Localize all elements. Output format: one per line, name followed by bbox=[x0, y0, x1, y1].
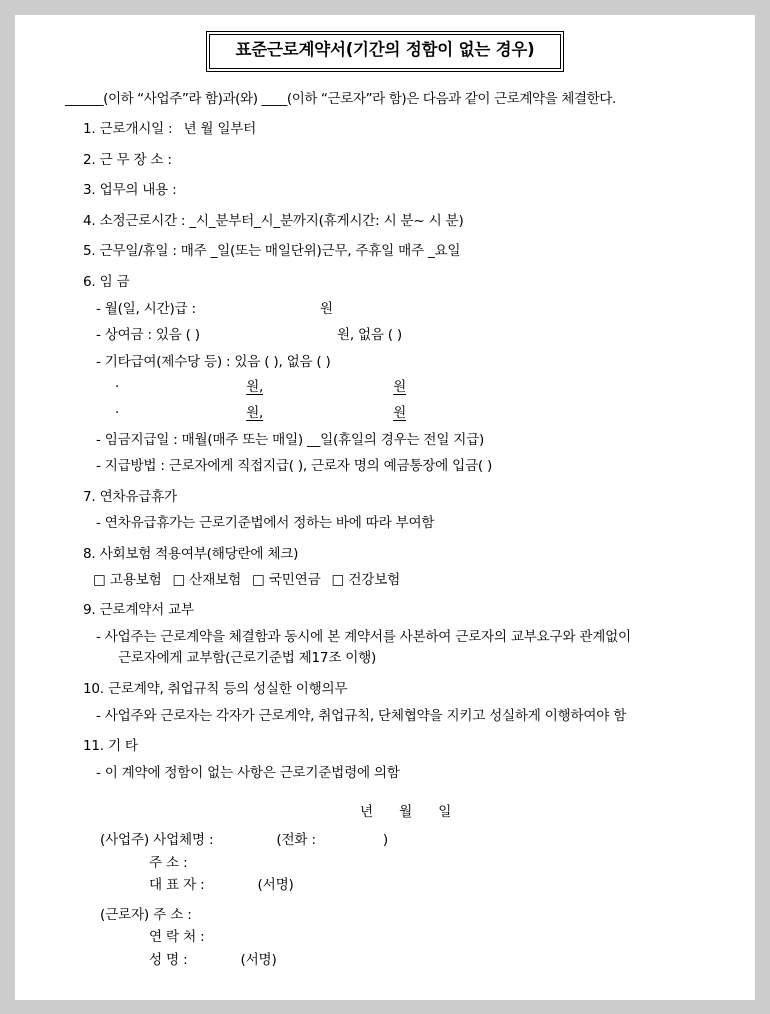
worker-name-label: 성 명 : bbox=[149, 951, 188, 968]
intro-employer-clause: (이하 “사업주”라 함)과(와) bbox=[103, 90, 258, 107]
employer-business-name-row bbox=[15, 831, 755, 848]
title-container bbox=[15, 15, 755, 72]
employer-signature-block bbox=[15, 831, 755, 894]
wage-bonus-unit: 원, 없음 ( ) bbox=[336, 327, 402, 344]
clause-10 bbox=[15, 680, 755, 697]
clause-6-label: 임 금 bbox=[99, 274, 130, 291]
worker-address-row bbox=[15, 906, 755, 923]
clause-1-number: 1. bbox=[83, 121, 96, 138]
wage-monthly-label: - 월(일, 시간)급 : bbox=[96, 300, 196, 317]
page-title: 표준근로계약서(기간의 정함이 없는 경우) bbox=[209, 34, 562, 69]
worker-signature-block bbox=[15, 906, 755, 968]
clause-5-value: 매주 _일(또는 매일단위)근무, 주휴일 매주 _요일 bbox=[180, 243, 461, 260]
other-detail: - 이 계약에 정함이 없는 사항은 근로기준법령에 의함 bbox=[96, 764, 400, 781]
clause-11 bbox=[15, 740, 755, 754]
worker-contact-label: 연 락 처 : bbox=[149, 929, 205, 946]
clause-1-label: 근로개시일 : bbox=[99, 121, 173, 138]
clause-7-number: 7. bbox=[83, 488, 96, 505]
wage-bonus-row bbox=[15, 329, 755, 343]
checkbox-health-insurance[interactable]: □ bbox=[331, 571, 345, 588]
employer-address-label: 주 소 : bbox=[149, 854, 188, 871]
clause-8-label: 사회보험 적용여부(해당란에 체크) bbox=[99, 546, 299, 562]
wage-monthly-unit: 원 bbox=[319, 300, 333, 317]
clause-8-number: 8. bbox=[83, 546, 96, 562]
clause-10-number: 10. bbox=[83, 680, 104, 697]
clause-11-number: 11. bbox=[83, 738, 104, 755]
insurance-option-0: 고용보험 bbox=[109, 571, 162, 588]
insurance-option-3: 건강보험 bbox=[348, 571, 401, 588]
insurance-checkbox-group bbox=[15, 571, 755, 588]
clause-3-label: 업무의 내용 : bbox=[99, 182, 177, 199]
employer-signature-hint: (서명) bbox=[257, 877, 294, 894]
clause-9-label: 근로계약서 교부 bbox=[99, 602, 194, 619]
employer-representative-row bbox=[15, 879, 755, 893]
wage-method-row: - 지급방법 : 근로자에게 직접지급( ), 근로자 명의 예금통장에 입금( ) bbox=[96, 458, 493, 475]
clause-7 bbox=[15, 488, 755, 505]
wage-bonus-label: - 상여금 : 있음 ( ) bbox=[96, 327, 200, 344]
wage-dot-unit-1a: 원, bbox=[246, 379, 264, 396]
clause-6-number: 6. bbox=[83, 274, 96, 291]
clause-3-number: 3. bbox=[83, 182, 96, 199]
wage-dot-unit-2b: 원 bbox=[393, 405, 406, 422]
clause-6 bbox=[15, 276, 755, 290]
clause-2-label: 근 무 장 소 : bbox=[99, 151, 172, 168]
clause-1-value: 년 월 일부터 bbox=[183, 121, 257, 138]
clause-2-number: 2. bbox=[83, 151, 96, 168]
annual-leave-detail: - 연차유급휴가는 근로기준법에서 정하는 바에 따라 부여함 bbox=[96, 515, 435, 532]
clause-5 bbox=[15, 245, 755, 259]
checkbox-industrial-accident[interactable]: □ bbox=[172, 571, 186, 588]
employer-address-row bbox=[15, 854, 755, 871]
wage-monthly-row bbox=[15, 300, 755, 317]
intro-blank-worker: ____ bbox=[261, 90, 287, 107]
contract-document bbox=[15, 15, 755, 1000]
clause-4-label: 소정근로시간 : bbox=[99, 212, 186, 229]
document-page bbox=[15, 15, 755, 1000]
worker-party-label: (근로자) bbox=[100, 906, 150, 923]
worker-signature-hint: (서명) bbox=[240, 951, 277, 968]
clause-7-label: 연차유급휴가 bbox=[99, 488, 177, 505]
clause-10-label: 근로계약, 취업규칙 등의 성실한 이행의무 bbox=[107, 680, 348, 697]
insurance-option-2: 국민연금 bbox=[268, 571, 321, 588]
employer-representative-label: 대 표 자 : bbox=[149, 877, 205, 894]
date-year-label: 년 bbox=[360, 804, 374, 821]
clause-9-number: 9. bbox=[83, 602, 96, 619]
intro-blank-employer: ______ bbox=[65, 90, 104, 107]
delivery-line-2: 근로자에게 교부함(근로기준법 제17조 이행) bbox=[118, 650, 377, 667]
worker-name-row bbox=[15, 951, 755, 968]
wage-dot-unit-1b: 원 bbox=[393, 379, 406, 396]
clause-5-number: 5. bbox=[83, 243, 96, 260]
clause-2 bbox=[15, 151, 755, 168]
wage-dot-row-2 bbox=[15, 407, 755, 421]
title-outer-border bbox=[206, 31, 565, 72]
wage-payday-row: - 임금지급일 : 매월(매주 또는 매일) __일(휴일의 경우는 전일 지급) bbox=[96, 431, 485, 448]
wage-dot-bullet-1: · bbox=[115, 379, 120, 396]
clause-8 bbox=[15, 548, 755, 562]
intro-worker-clause: (이하 “근로자”라 함)은 다음과 같이 근로계약을 체결한다. bbox=[286, 90, 616, 107]
insurance-option-1: 산재보험 bbox=[189, 571, 242, 588]
clause-4 bbox=[15, 212, 755, 229]
clause-11-label: 기 타 bbox=[107, 738, 138, 755]
clause-4-number: 4. bbox=[83, 212, 96, 229]
clause-9 bbox=[15, 604, 755, 618]
employer-business-name-label: 사업체명 : bbox=[153, 831, 214, 848]
worker-address-label: 주 소 : bbox=[153, 906, 192, 923]
employer-phone-label: (전화 : bbox=[276, 831, 316, 848]
clause-4-value: _시_분부터_시_분까지(휴게시간: 시 분~ 시 분) bbox=[189, 212, 464, 229]
wage-other-label: - 기타급여(제수당 등) : 있음 ( ), 없음 ( ) bbox=[96, 353, 331, 370]
clause-5-label: 근무일/휴일 : bbox=[99, 243, 177, 260]
good-faith-detail: - 사업주와 근로자는 각자가 근로계약, 취업규칙, 단체협약을 지키고 성실하게 이행하여야 함 bbox=[96, 707, 627, 724]
signature-date-line bbox=[15, 806, 755, 820]
worker-contact-row bbox=[15, 931, 755, 945]
clause-3 bbox=[15, 184, 755, 198]
clause-1 bbox=[15, 123, 755, 137]
wage-dot-bullet-2: · bbox=[115, 405, 120, 422]
intro-paragraph bbox=[15, 90, 755, 107]
checkbox-employment-insurance[interactable]: □ bbox=[93, 571, 106, 588]
employer-party-label: (사업주) bbox=[100, 831, 150, 848]
wage-other-row bbox=[15, 353, 755, 370]
wage-dot-row-1 bbox=[15, 381, 755, 395]
date-month-label: 월 bbox=[399, 804, 413, 821]
wage-dot-unit-2a: 원, bbox=[246, 405, 264, 422]
date-day-label: 일 bbox=[438, 804, 452, 821]
delivery-line-1: - 사업주는 근로계약을 체결함과 동시에 본 계약서를 사본하여 근로자의 교부요구와 관계없이 bbox=[96, 628, 631, 645]
employer-phone-close-paren: ) bbox=[382, 831, 388, 848]
checkbox-national-pension[interactable]: □ bbox=[252, 571, 265, 588]
